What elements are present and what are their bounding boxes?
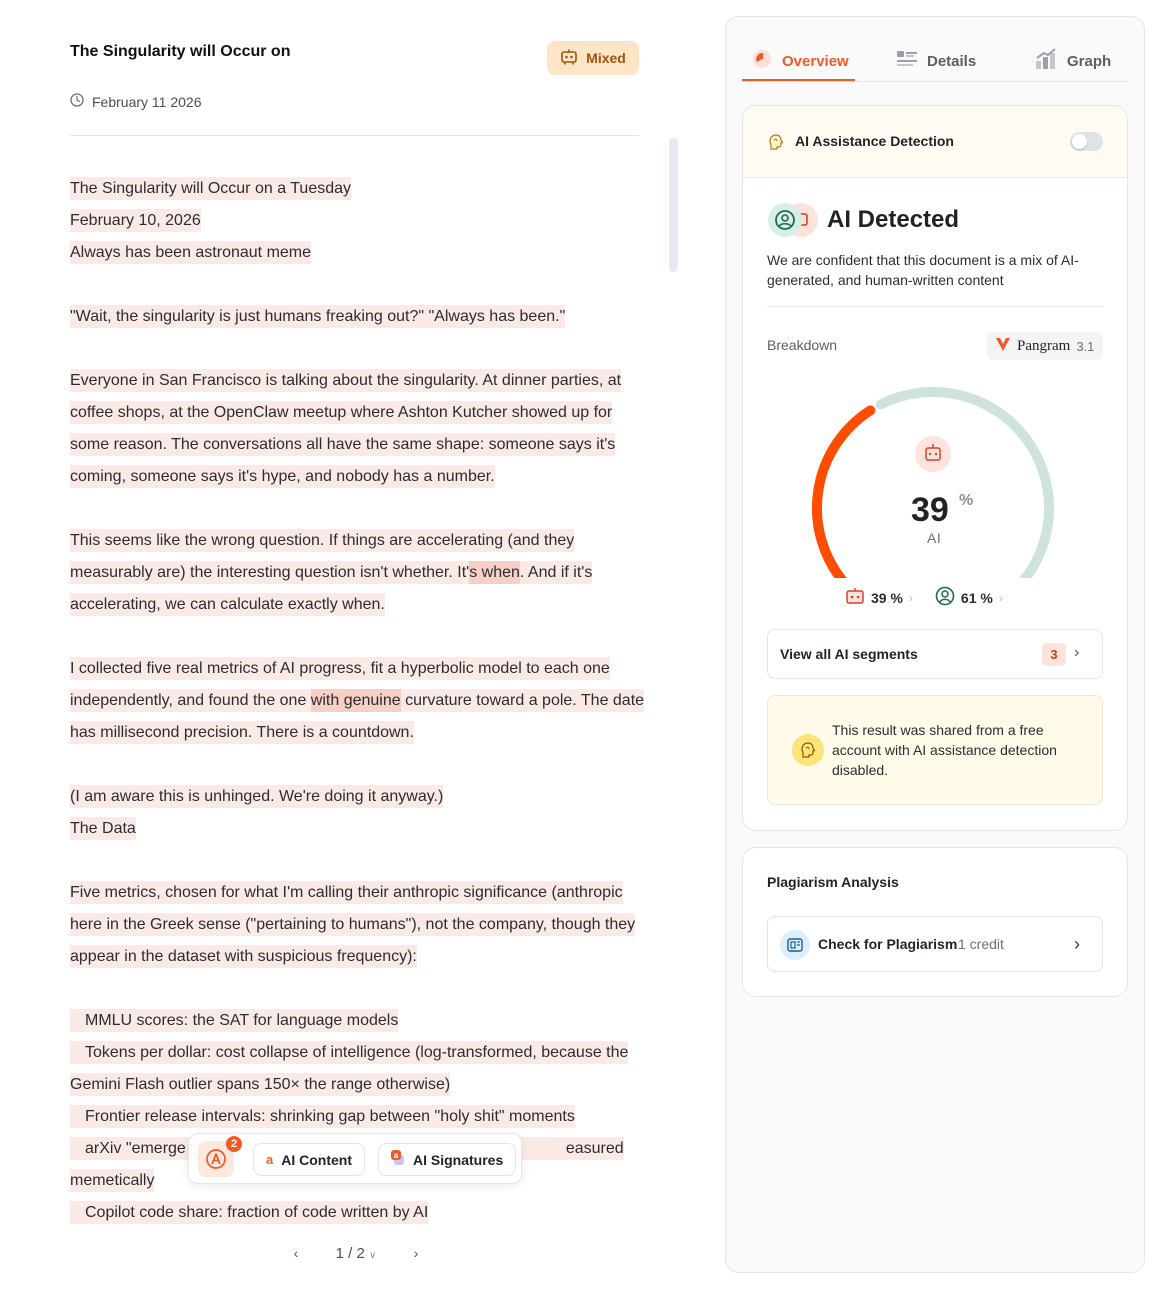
- text-segment[interactable]: Everyone in San Francisco is talking about the singularity. At dinner parties, at coffee shops, at the OpenClaw meetup where Ashton Kutcher showed up for some reason. The conversations all have the same shape: someone says it's coming, someone says it's hype, and nobody has a number.: [70, 369, 621, 488]
- human-stat[interactable]: 61 % ›: [935, 586, 1003, 609]
- plagiarism-card: [742, 847, 1128, 997]
- chevron-down-icon: ∨: [369, 1249, 377, 1261]
- header-divider: [70, 135, 639, 136]
- ai-detection-card: [742, 105, 1128, 831]
- page-select[interactable]: 1 / 2 ∨: [335, 1244, 377, 1262]
- divider: [767, 306, 1103, 307]
- list-item[interactable]: MMLU scores: the SAT for language models: [70, 1009, 398, 1032]
- text-segment[interactable]: . And if it's accelerating, we can calculate exactly when.: [70, 561, 592, 616]
- gauge-human-arc: [881, 392, 1049, 578]
- text-segment[interactable]: February 10, 2026: [70, 209, 201, 232]
- document-title: The Singularity will Occur on: [70, 43, 291, 60]
- text-segment[interactable]: Always has been astronaut meme: [70, 241, 311, 264]
- verdict-description: We are confident that this document is a mix of AI-generated, and human-written content: [767, 252, 1079, 288]
- results-panel: [725, 16, 1145, 1273]
- text-segment[interactable]: curvature toward a pole. The date has millisecond precision. There is a countdown.: [70, 689, 644, 744]
- details-icon: [897, 51, 917, 71]
- view-ai-segments-button[interactable]: View all AI segments 3 ›: [767, 629, 1103, 679]
- prev-page-button[interactable]: ‹: [293, 1245, 299, 1261]
- list-item[interactable]: Frontier release intervals: shrinking gap between "holy shit" moments: [70, 1105, 575, 1128]
- model-badge: Pangram 3.1: [987, 332, 1103, 360]
- text-segment[interactable]: I collected five real metrics of AI progress, fit a hyperbolic model to each one independently, and found the one: [70, 657, 610, 712]
- text-segment[interactable]: Five metrics, chosen for what I'm calling their anthropic significance (anthropic here in the Greek sense ("pertaining to humans"), not the company, though they appear in the dataset with suspicious frequency):: [70, 881, 635, 968]
- brain-hand-icon: [792, 734, 824, 766]
- verdict-title: AI Detected: [827, 206, 960, 233]
- active-tab-indicator: [742, 79, 855, 81]
- date-text: February 11 2026: [92, 93, 202, 110]
- notification-count-badge: 2: [226, 1136, 242, 1152]
- text-segment[interactable]: This seems like the wrong question. If things are accelerating (and they measurably are) the interesting question isn't whether. It': [70, 529, 574, 584]
- overview-icon: [752, 49, 772, 73]
- list-item[interactable]: Tokens per dollar: cost collapse of intelligence (log-transformed, because the Gemini Flash outlier spans 150× the range otherwise): [70, 1041, 628, 1096]
- list-item-continuation[interactable]: memetically: [70, 1169, 154, 1192]
- ai-percentage-gauge: [803, 378, 1063, 578]
- gauge-ai-arc: [817, 410, 870, 578]
- percent-sign: %: [959, 492, 974, 509]
- ai-stat[interactable]: 39 % ›: [845, 586, 913, 609]
- list-item[interactable]: arXiv "emerge easured: [70, 1137, 624, 1160]
- plagiarism-icon: [780, 930, 810, 960]
- mixed-badge[interactable]: [547, 41, 639, 75]
- list-item[interactable]: Copilot code share: fraction of code written by AI: [70, 1201, 428, 1224]
- ai-signatures-button[interactable]: a AI Signatures: [378, 1143, 516, 1176]
- robot-icon: [845, 586, 865, 609]
- mixed-badge-label: Mixed: [586, 50, 626, 66]
- document-scrollbar[interactable]: [669, 138, 678, 272]
- text-segment[interactable]: "Wait, the singularity is just humans freaking out?" "Always has been.": [70, 305, 565, 328]
- ai-percentage-value: 39: [911, 491, 949, 529]
- document-date: [70, 93, 201, 110]
- ai-content-button[interactable]: a AI Content: [253, 1143, 365, 1176]
- detected-icons: [767, 202, 823, 238]
- segments-count-badge: 3: [1042, 643, 1066, 666]
- chevron-right-icon: ›: [908, 590, 913, 605]
- breakdown-stats: [845, 586, 1003, 609]
- credit-cost: 1 credit: [958, 936, 1004, 952]
- tab-graph[interactable]: Graph: [1035, 41, 1111, 81]
- next-page-button[interactable]: ›: [413, 1245, 419, 1261]
- graph-icon: [1035, 48, 1057, 74]
- clock-icon: [70, 93, 84, 110]
- plagiarism-title: Plagiarism Analysis: [767, 874, 899, 890]
- pangram-logo-icon: [995, 336, 1011, 357]
- ai-flagged-segment[interactable]: with genuine: [311, 689, 401, 712]
- document-content: [70, 173, 645, 1229]
- check-plagiarism-button[interactable]: Check for Plagiarism 1 credit ›: [767, 916, 1103, 972]
- chevron-right-icon: ›: [998, 590, 1003, 605]
- page-navigator: [286, 1240, 426, 1266]
- chevron-right-icon: ›: [1074, 934, 1080, 954]
- breakdown-label: Breakdown: [767, 337, 838, 353]
- ai-content-icon: a: [266, 1152, 274, 1167]
- ai-percentage-label: AI: [927, 530, 942, 546]
- panel-tabs: [742, 41, 1129, 82]
- text-segment[interactable]: The Data: [70, 817, 136, 840]
- robot-icon: [560, 48, 578, 69]
- chevron-right-icon: ›: [1074, 644, 1080, 661]
- human-icon: [935, 586, 955, 609]
- free-account-notice: This result was shared from a free account with AI assistance detection disabled.: [767, 695, 1103, 805]
- ai-signatures-icon: [391, 1150, 405, 1169]
- tab-details[interactable]: Details: [897, 41, 976, 81]
- ai-assistance-toggle[interactable]: [1070, 132, 1103, 151]
- brain-hand-icon: [767, 133, 785, 156]
- pangram-a-icon: [205, 1148, 227, 1170]
- floating-toolbar: [188, 1133, 522, 1184]
- ai-flagged-segment[interactable]: s when: [469, 561, 520, 584]
- text-segment[interactable]: (I am aware this is unhinged. We're doing it anyway.): [70, 785, 443, 808]
- gauge-robot-bg: [915, 436, 951, 472]
- tab-overview[interactable]: Overview: [752, 41, 849, 81]
- text-segment[interactable]: The Singularity will Occur on a Tuesday: [70, 177, 351, 200]
- ai-detection-header: AI Assistance Detection: [743, 106, 1127, 178]
- svg-text:a: a: [393, 1151, 399, 1160]
